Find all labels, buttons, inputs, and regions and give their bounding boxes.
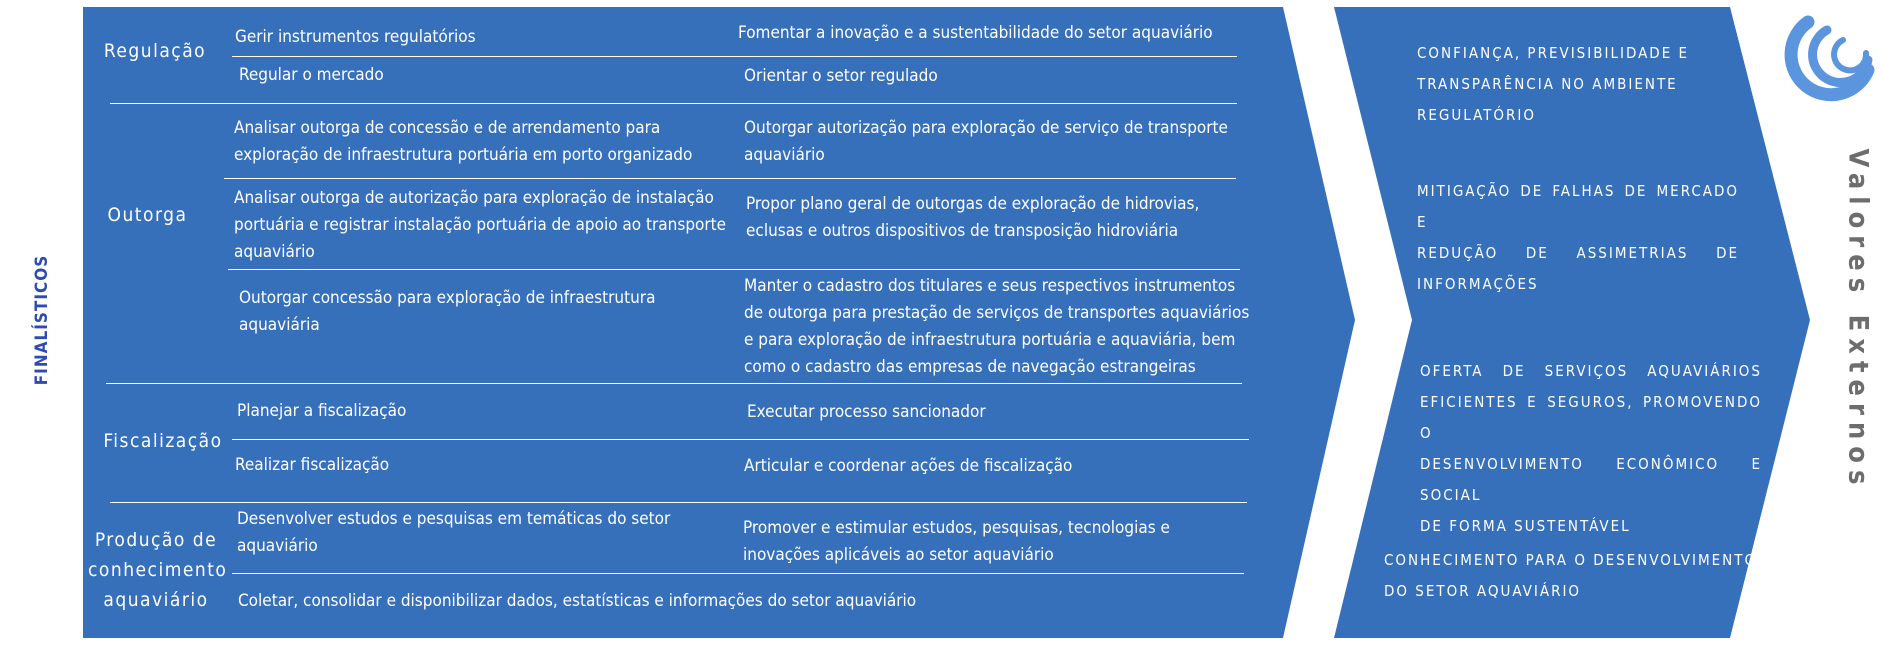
category-producao-line: aquaviário	[103, 589, 209, 611]
value-conhecimento	[1384, 545, 1757, 607]
process-coletar-dados: Coletar, consolidar e disponibilizar dados, estatísticas e informações do setor aquaviário	[238, 591, 917, 611]
process-regular-mercado: Regular o mercado	[239, 65, 384, 85]
value-confianca	[1417, 38, 1689, 131]
category-regulacao: Regulação	[103, 40, 207, 62]
value-line: CONFIANÇA, PREVISIBILIDADE E	[1417, 44, 1690, 62]
value-line: MITIGAÇÃO DE FALHAS DE MERCADO E	[1417, 182, 1739, 231]
category-producao	[88, 525, 228, 615]
value-line: DE FORMA SUSTENTÁVEL	[1420, 517, 1631, 535]
divider	[228, 269, 1240, 270]
value-line: DESENVOLVIMENTO ECONÔMICO E SOCIAL	[1420, 455, 1762, 504]
process-analisar-autorizacao: Analisar outorga de autorização para exploração de instalação portuária e registrar instalação portuária de apoio ao transporte aquaviário	[234, 188, 727, 262]
value-line: INFORMAÇÕES	[1417, 275, 1539, 293]
divider	[110, 103, 1237, 104]
value-oferta	[1420, 356, 1762, 542]
value-line: DO SETOR AQUAVIÁRIO	[1384, 582, 1582, 600]
divider	[232, 56, 1237, 57]
process-outorgar-autorizacao: Outorgar autorização para exploração de serviço de transporte aquaviário	[744, 118, 1228, 165]
value-mitigacao	[1417, 176, 1739, 300]
finalisticos-label: FINALÍSTICOS	[32, 254, 52, 386]
process-outorgar-concessao: Outorgar concessão para exploração de infraestrutura aquaviária	[239, 288, 656, 335]
value-line: REGULATÓRIO	[1417, 106, 1536, 124]
process-promover-estudos: Promover e estimular estudos, pesquisas, tecnologias e inovações aplicáveis ao setor aquaviário	[743, 518, 1170, 565]
value-line: REDUÇÃO DE ASSIMETRIAS DE	[1417, 244, 1739, 262]
value-line: EFICIENTES E SEGUROS, PROMOVENDO O	[1420, 393, 1762, 442]
process-realizar-fiscalizacao: Realizar fiscalização	[235, 455, 390, 475]
category-producao-line: Produção de	[94, 529, 218, 551]
divider	[110, 502, 1247, 503]
process-gerir-instrumentos: Gerir instrumentos regulatórios	[235, 27, 476, 47]
value-line: CONHECIMENTO PARA O DESENVOLVIMENTO	[1384, 551, 1758, 569]
divider	[106, 383, 1242, 384]
process-analisar-concessao: Analisar outorga de concessão e de arrendamento para exploração de infraestrutura portuária em porto organizado	[234, 118, 693, 165]
value-line: OFERTA DE SERVIÇOS AQUAVIÁRIOS	[1420, 362, 1762, 380]
process-manter-cadastro: Manter o cadastro dos titulares e seus respectivos instrumentos de outorga para prestação de serviços de transportes aquaviários e para exploração de infraestrutura portuária e aquaviária, bem como o cadastro das empresas de navegação estrangeiras	[744, 276, 1250, 377]
valores-externos-label: Valores Externos	[1842, 148, 1874, 492]
process-orientar-setor: Orientar o setor regulado	[744, 66, 938, 86]
category-fiscalizacao: Fiscalização	[103, 430, 223, 452]
divider	[232, 439, 1249, 440]
divider	[224, 178, 1236, 179]
process-propor-plano: Propor plano geral de outorgas de exploração de hidrovias, eclusas e outros dispositivos de transposição hidroviária	[746, 194, 1200, 241]
process-desenvolver-estudos: Desenvolver estudos e pesquisas em temáticas do setor aquaviário	[237, 509, 671, 556]
process-fomentar-inovacao: Fomentar a inovação e a sustentabilidade do setor aquaviário	[738, 23, 1213, 43]
swirl-logo-icon	[1791, 22, 1868, 95]
category-producao-line: conhecimento	[88, 559, 228, 581]
process-planejar-fiscalizacao: Planejar a fiscalização	[237, 401, 407, 421]
process-articular-coordenar: Articular e coordenar ações de fiscalização	[744, 456, 1073, 476]
category-outorga: Outorga	[107, 204, 188, 226]
divider	[232, 573, 1244, 574]
process-executar-sancionador: Executar processo sancionador	[747, 402, 986, 422]
value-line: TRANSPARÊNCIA NO AMBIENTE	[1417, 75, 1678, 93]
